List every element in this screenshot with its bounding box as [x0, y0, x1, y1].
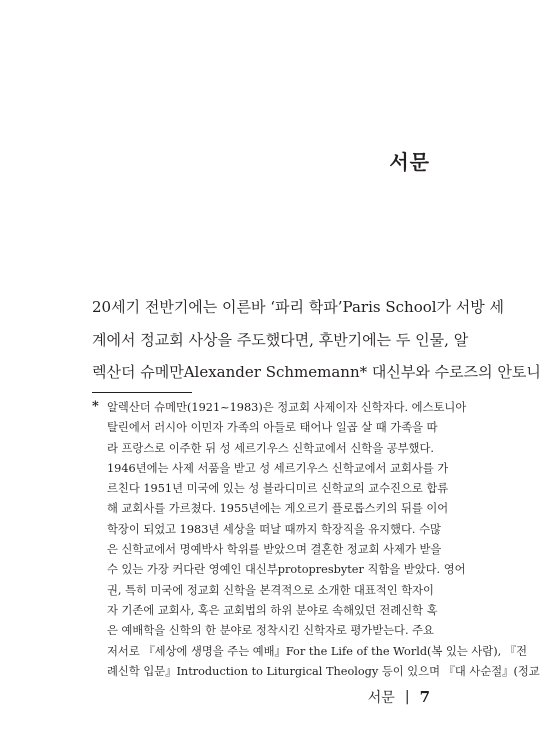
footnote-divider: [92, 392, 192, 393]
footnote-line: 학장이 되었고 1983년 세상을 떠날 때까지 학장직을 유지했다. 수많: [107, 522, 441, 536]
footnote-line: 은 예배학을 신학의 한 분야로 정착시킨 신학자로 평가받는다. 주요: [107, 624, 434, 638]
footnote: [92, 398, 540, 682]
footnote-line: 라 프랑스로 이주한 뒤 성 세르기우스 신학교에서 신학을 공부했다.: [107, 441, 434, 455]
footnote-line: 자 기존에 교회사, 혹은 교회법의 하위 분야로 속해있던 전례신학 혹: [107, 603, 438, 617]
footnote-line: 은 신학교에서 명예박사 학위를 받았으며 결혼한 정교회 사제가 받을: [107, 543, 442, 557]
page-footer: [368, 687, 430, 707]
page-number: 7: [419, 688, 430, 706]
body-line: 렉산더 슈메만Alexander Schmemann* 대신부와 수로즈의 안토니: [92, 363, 541, 381]
body-paragraph: [92, 291, 541, 389]
footnote-line: 해 교회사를 가르쳤다. 1955년에는 게오르기 플로롭스키의 뒤를 이어: [107, 502, 449, 516]
footnote-line: 1946년에는 사제 서품을 받고 성 세르기우스 신학교에서 교회사를 가: [107, 461, 449, 475]
footnote-line: 수 있는 가장 커다란 영예인 대신부protopresbyter 직함을 받았다. 영어: [107, 563, 466, 577]
footnote-line: 탈린에서 러시아 이민자 가족의 아들로 태어나 일곱 살 때 가족을 따: [107, 421, 438, 435]
footnote-line: 르친다 1951년 미국에 있는 성 블라디미르 신학교의 교수진으로 합류: [107, 482, 449, 496]
footnote-line: 알렉산더 슈메만(1921~1983)은 정교회 사제이자 신학자다. 에스토니아: [107, 401, 467, 414]
footnote-line: 권, 특히 미국에 정교회 신학을 본격적으로 소개한 대표적인 학자이: [107, 583, 434, 597]
footnote-marker: *: [92, 399, 99, 414]
footnote-line: 례신학 입문』Introduction to Liturgical Theology 등이 있으며 『대 사순절』(정교: [107, 664, 540, 678]
body-line: 계에서 정교회 사상을 주도했다면, 후반기에는 두 인물, 알: [92, 330, 469, 349]
body-line: 20세기 전반기에는 이른바 ‘파리 학파’Paris School가 서방 세: [92, 298, 505, 316]
footnote-line: 저서로 『세상에 생명을 주는 예배』For the Life of the World(복 있는 사람), 『전: [107, 644, 528, 658]
footer-separator: |: [404, 689, 410, 705]
chapter-heading: 서문: [389, 150, 430, 174]
running-footer-title: 서문: [367, 690, 395, 706]
